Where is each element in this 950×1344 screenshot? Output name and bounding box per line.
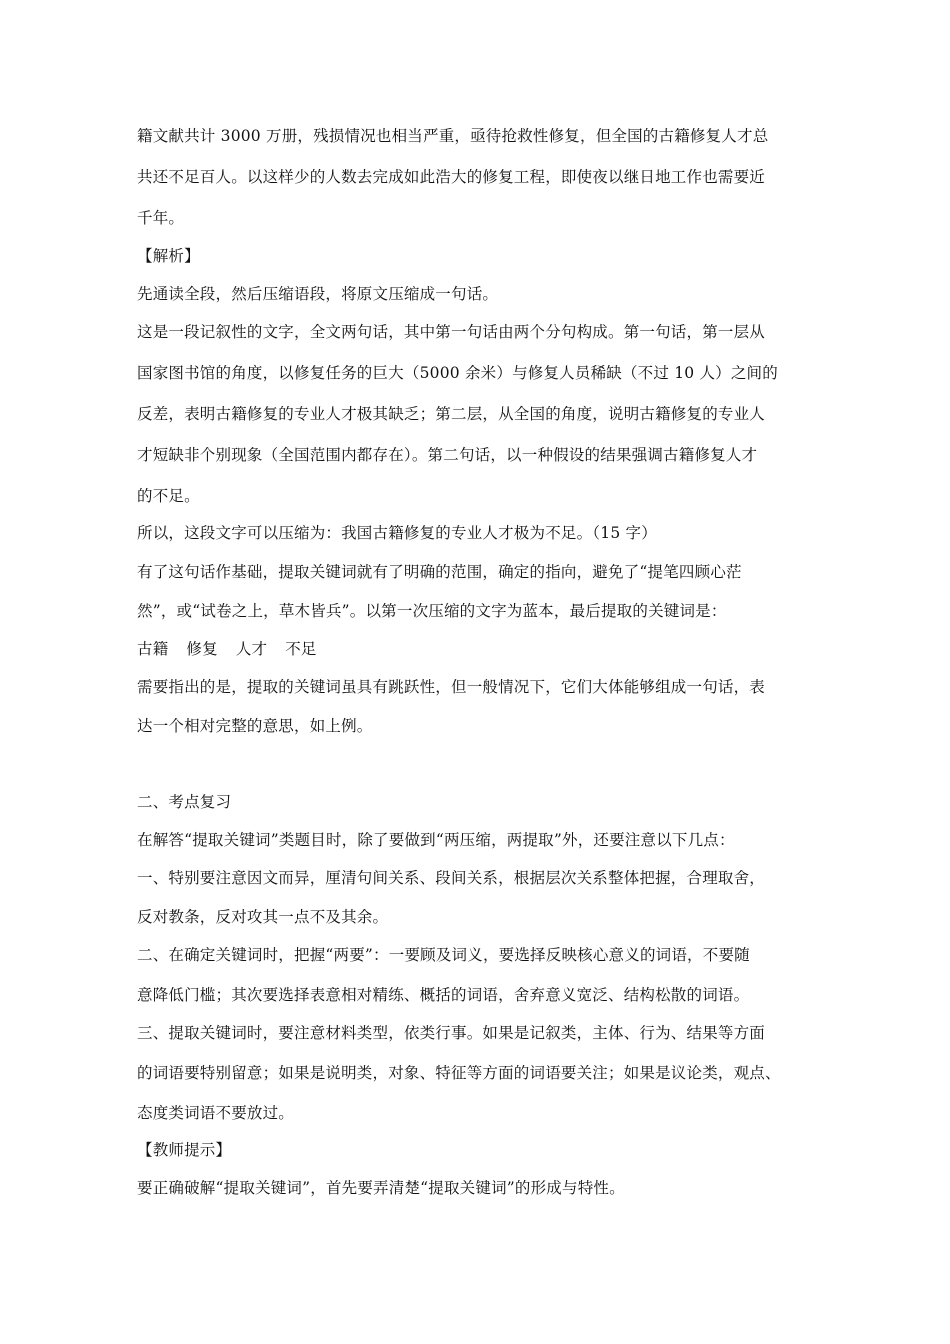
text-line: 有了这句话作基础，提取关键词就有了明确的范围，确定的指向，避免了“提笔四顾心茫 xyxy=(137,563,742,581)
keyword: 古籍 xyxy=(137,640,169,658)
text-line: 这是一段记叙性的文字，全文两句话，其中第一句话由两个分句构成。第一句话，第一层从 xyxy=(137,323,766,341)
section-heading-review: 二、考点复习 xyxy=(137,793,232,811)
text-line: 共还不足百人。以这样少的人数去完成如此浩大的修复工程，即使夜以继日地工作也需要近 xyxy=(137,168,766,186)
keyword: 修复 xyxy=(186,640,218,658)
text-line: 所以，这段文字可以压缩为：我国古籍修复的专业人才极为不足。（15 字） xyxy=(137,524,657,542)
text-line: 的不足。 xyxy=(137,487,200,505)
section-heading-teacher-tip: 【教师提示】 xyxy=(137,1141,232,1159)
text-line: 在解答“提取关键词”类题目时，除了要做到“两压缩，两提取”外，还要注意以下几点： xyxy=(137,831,735,849)
keyword: 不足 xyxy=(285,640,317,658)
text-line: 反差，表明古籍修复的专业人才极其缺乏；第二层，从全国的角度，说明古籍修复的专业人 xyxy=(137,405,766,423)
text-line: 需要指出的是，提取的关键词虽具有跳跃性，但一般情况下，它们大体能够组成一句话，表 xyxy=(137,678,766,696)
text-line: 才短缺非个别现象（全国范围内都存在）。第二句话，以一种假设的结果强调古籍修复人才 xyxy=(137,446,758,464)
text-line: 反对教条，反对攻其一点不及其余。 xyxy=(137,908,389,926)
text-line: 先通读全段，然后压缩语段，将原文压缩成一句话。 xyxy=(137,285,499,303)
text-line: 意降低门槛；其次要选择表意相对精练、概括的词语，舍弃意义宽泛、结构松散的词语。 xyxy=(137,986,750,1004)
section-heading-analysis: 【解析】 xyxy=(137,247,200,265)
text-line: 达一个相对完整的意思，如上例。 xyxy=(137,717,373,735)
text-line: 国家图书馆的角度，以修复任务的巨大（5000 余米）与修复人员稀缺（不过 10 人）之间的 xyxy=(137,364,778,382)
keyword-row xyxy=(137,638,837,660)
text-line: 籍文献共计 3000 万册，残损情况也相当严重，亟待抢救性修复，但全国的古籍修复人才总 xyxy=(137,127,769,145)
keyword: 人才 xyxy=(235,640,268,658)
text-line: 千年。 xyxy=(137,209,185,227)
text-line: 要正确破解“提取关键词”，首先要弄清楚“提取关键词”的形成与特性。 xyxy=(137,1179,625,1197)
text-line: 二、在确定关键词时，把握“两要”：一要顾及词义，要选择反映核心意义的词语，不要随 xyxy=(137,946,750,964)
text-line: 一、特别要注意因文而异，厘清句间关系、段间关系，根据层次关系整体把握，合理取舍， xyxy=(137,869,766,887)
text-line: 三、提取关键词时，要注意材料类型，依类行事。如果是记叙类，主体、行为、结果等方面 xyxy=(137,1024,766,1042)
text-line: 态度类词语不要放过。 xyxy=(137,1104,295,1122)
text-line: 然”，或“试卷之上，草木皆兵”。以第一次压缩的文字为蓝本，最后提取的关键词是： xyxy=(137,602,727,620)
text-line: 的词语要特别留意；如果是说明类，对象、特征等方面的词语要关注；如果是议论类，观点、 xyxy=(137,1064,781,1082)
